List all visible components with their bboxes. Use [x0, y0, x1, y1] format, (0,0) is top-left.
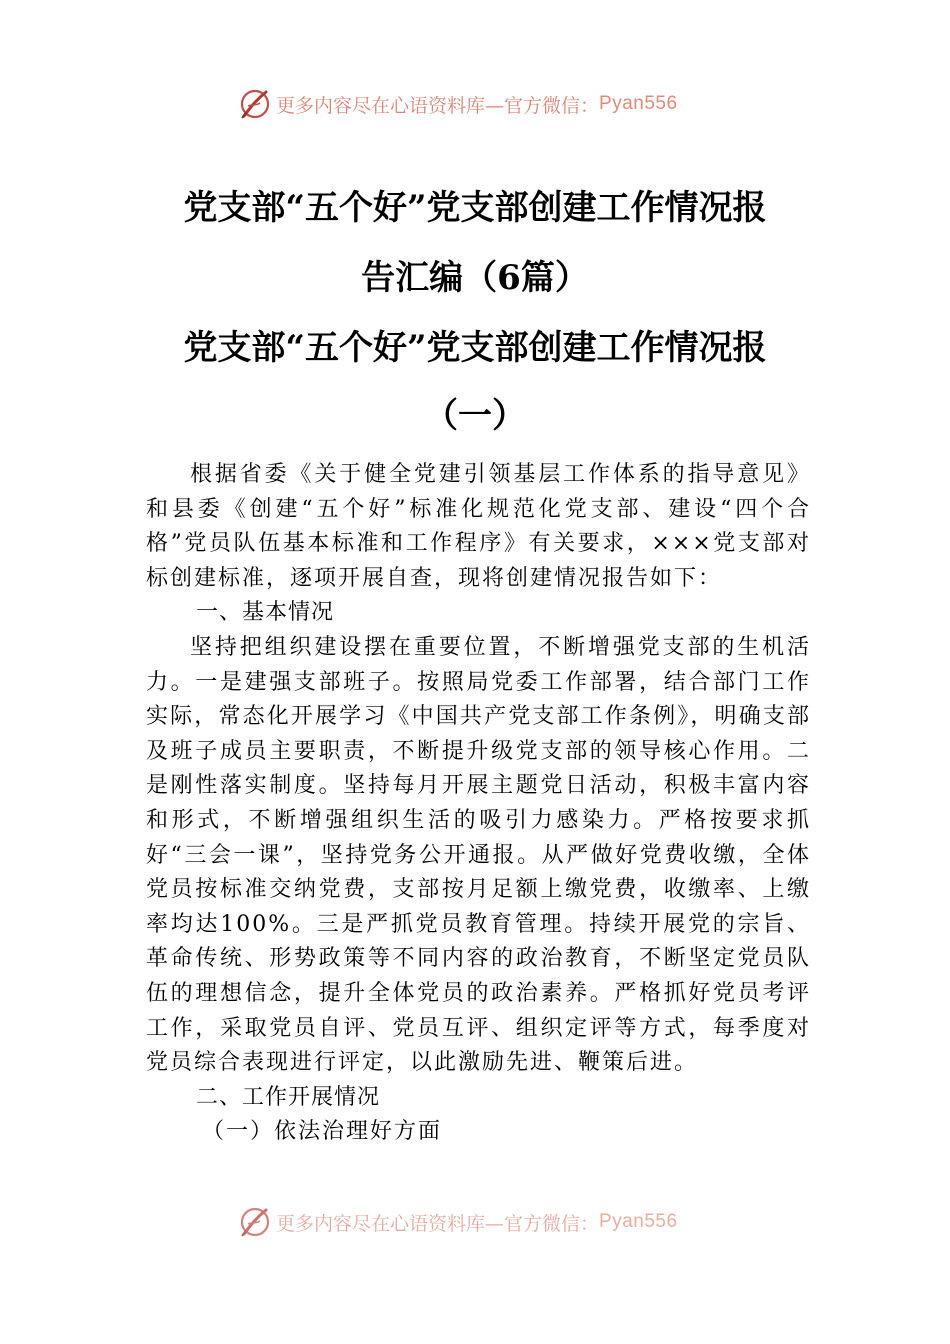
watermark-text: 更多内容尽在心语资料库—官方微信： — [276, 94, 600, 117]
header-watermark — [236, 86, 678, 122]
document-title-line-2: 告汇编（6篇） — [361, 258, 589, 298]
pen-scroll-logo-icon — [236, 86, 272, 122]
document-body — [146, 458, 811, 1150]
footer-watermark — [236, 1204, 678, 1240]
document-subtitle-line-2: （一） — [424, 396, 526, 436]
pen-scroll-logo-icon — [236, 1204, 272, 1240]
watermark-wechat-id: Pyan556 — [599, 1211, 678, 1232]
section-2-heading: 二、工作开展情况 — [196, 1084, 381, 1110]
watermark-text: 更多内容尽在心语资料库—官方微信： — [276, 1212, 600, 1235]
document-title-line-1: 党支部“五个好”党支部创建工作情况报 — [183, 188, 767, 228]
section-1-paragraph: 坚持把组织建设摆在重要位置，不断增强党支部的生机活力。一是建强支部班子。按照局党委工作部署，结合部门工作实际，常态化开展学习《中国共产党支部工作条例》，明确支部及班子成员主要职责，不断提升级党支部的领导核心作用。二是刚性落实制度。坚持每月开展主题党日活动，积极丰富内容和形式，不断增强组织生活的吸引力感染力。严格按要求抓好“三会一课”，坚持党务公开通报。从严做好党费收缴，全体党员按标准交纳党费，支部按月足额上缴党费，收缴率、上缴率均达100%。三是严抓党员教育管理。持续开展党的宗旨、革命传统、形势政策等不同内容的政治教育，不断坚定党员队伍的理想信念，提升全体党员的政治素养。严格抓好党员考评工作，采取党员自评、党员互评、组织定评等方式，每季度对党员综合表现进行评定，以此激励先进、鞭策后进。 — [146, 634, 811, 1076]
section-1-heading: 一、基本情况 — [196, 600, 335, 626]
intro-paragraph: 根据省委《关于健全党建引领基层工作体系的指导意见》和县委《创建“五个好”标准化规范化党支部、建设“四个合格”党员队伍基本标准和工作程序》有关要求，×××党支部对标创建标准，逐项开展自查，现将创建情况报告如下： — [146, 462, 811, 591]
section-2-subheading-1: （一）依法治理好方面 — [202, 1119, 443, 1145]
document-subtitle-line-1: 党支部“五个好”党支部创建工作情况报 — [183, 328, 767, 368]
watermark-wechat-id: Pyan556 — [599, 93, 678, 114]
